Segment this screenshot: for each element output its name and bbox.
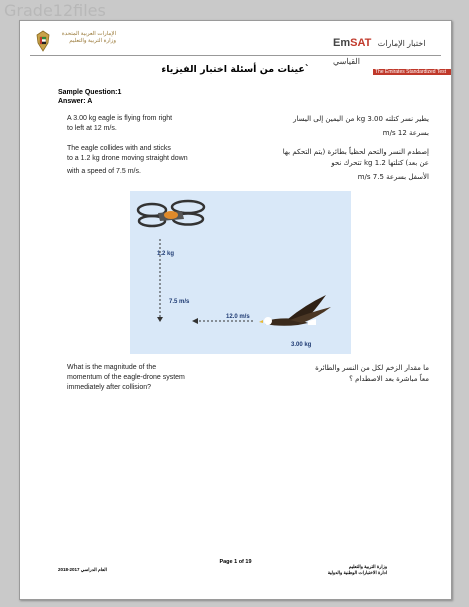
uae-line2: وزارة التربية والتعليم	[69, 38, 116, 44]
drone-mass-label: 1.2 kg	[157, 251, 175, 257]
text-line: الأسفل بسرعة 7.5 m/s	[357, 173, 429, 181]
english-question	[67, 363, 185, 393]
text-line: to left at 12 m/s.	[67, 125, 117, 132]
collision-figure	[130, 191, 351, 354]
ministry-footer	[328, 564, 387, 576]
text-line: A 3.00 kg eagle is flying from right	[67, 115, 173, 122]
uae-emblem-icon	[32, 29, 54, 55]
eagle-speed-label: 12.0 m/s	[226, 314, 250, 320]
text-line: ادارة الاختبارات الوطنية والدولية	[327, 570, 387, 575]
drone-speed-label: 7.5 m/s	[169, 299, 190, 305]
page-number: Page 1 of 19	[219, 559, 252, 565]
drone-icon	[138, 201, 204, 226]
answer-label: Answer: A	[58, 98, 93, 105]
watermark: Grade12files	[4, 1, 106, 20]
text-line: يطير نسر كتلته 3.00 kg من اليمين إلى اليسار	[293, 115, 429, 123]
uae-line1: الإمارات العربية المتحدة	[61, 31, 116, 37]
text-line: momentum of the eagle-drone system	[67, 374, 185, 381]
uae-ministry-text	[58, 31, 116, 45]
arabic-paragraph-2	[264, 147, 429, 183]
arabic-question	[264, 363, 429, 385]
page-title: `عينات من أسئلة اختبار الفيزياء	[161, 64, 310, 75]
text-line: What is the magnitude of the	[67, 364, 157, 371]
question-label: Sample Question:1	[58, 89, 122, 96]
eagle-mass-label: 3.00 kg	[291, 342, 312, 348]
header-divider	[30, 55, 441, 56]
emsat-english: The Emirates Standardized Test	[373, 69, 451, 75]
text-line: عن بعد) كتلتها 1.2 kg تتحرك نحو	[331, 159, 429, 167]
text-line: وزارة التربية والتعليم	[348, 564, 387, 569]
figure-drawing	[130, 191, 351, 354]
academic-year: العام الدراسي 2017-2018	[58, 567, 107, 572]
english-paragraph-2	[67, 144, 188, 177]
text-line: معاً مباشرة بعد الاصطدام ؟	[349, 375, 429, 383]
emsat-brand: EmSAT	[333, 37, 372, 49]
document-page	[19, 20, 452, 600]
arabic-paragraph-1	[264, 114, 429, 139]
text-line: The eagle collides with and sticks	[67, 145, 171, 152]
text-line: ما مقدار الزخم لكل من النسر والطائرة	[315, 364, 429, 372]
text-line: إصطدم النسر والتحم لحظياً بطائرة (يتم التحكم بها	[282, 148, 429, 156]
english-paragraph-1	[67, 114, 172, 134]
text-line: immediately after collision?	[67, 384, 152, 391]
text-line: to a 1.2 kg drone moving straight down	[67, 155, 188, 162]
text-line: with a speed of 7.5 m/s.	[67, 168, 141, 175]
text-line: بسرعة 12 m/s	[382, 129, 429, 137]
eagle-icon	[259, 295, 331, 326]
emsat-arabic: اختبار الإمارات القياسي	[333, 39, 426, 66]
